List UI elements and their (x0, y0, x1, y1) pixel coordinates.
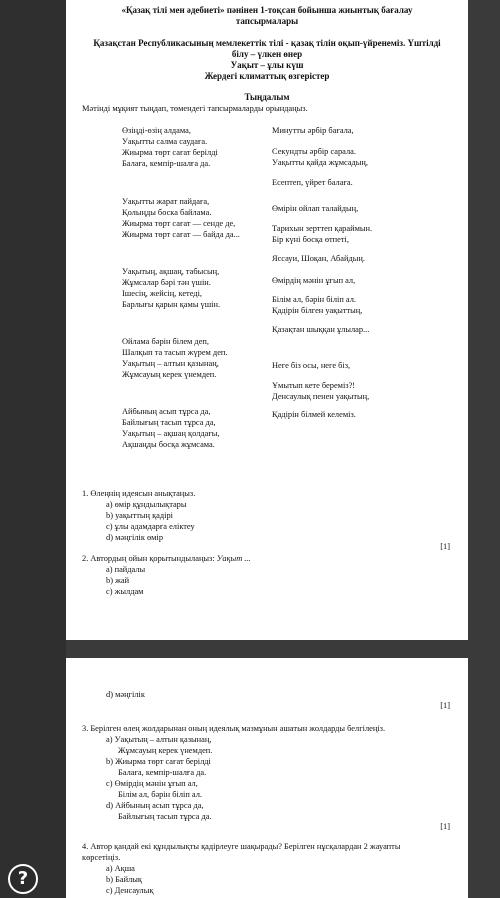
poem-line: Қадірін білмей келеміз. (272, 410, 356, 419)
poem-line: Айбының асып тұрса да, (122, 407, 211, 416)
poem-line: Өзіңді-өзің алдама, (122, 126, 191, 135)
poem-line: Шалқып та тасып жүрем деп. (122, 348, 228, 357)
points-mark: [1] (440, 822, 450, 831)
header-title-cont: тапсырмалары (235, 16, 299, 26)
poem-line: Өмірдің мәнін ұғып ал, (272, 276, 356, 285)
question-4-cont: көрсетіңіз. (82, 853, 121, 862)
poem-line: Есептеп, үйрет балаға. (272, 178, 353, 187)
answer-option: a) пайдалы (106, 565, 146, 574)
viewer-background (0, 0, 66, 898)
question-2-italic: Уақыт ... (216, 554, 251, 563)
question-2 (82, 553, 251, 564)
question-4: 4. Автор қандай екі құндылықты қадірлеуге шақырады? Берілген нұсқалардан 2 жауапты (82, 842, 401, 851)
poem-line: Яссауи, Шоқан, Абайдың. (272, 254, 365, 263)
answer-option: a) Ақша (106, 864, 135, 873)
poem-line: Жұмсауың керек үнемдеп. (122, 370, 217, 379)
poem-line: Ұмытып кете береміз?! (272, 381, 356, 390)
poem-line: Неге біз осы, неге біз, (272, 361, 351, 370)
answer-option: c) Өмірдің мәнін ұғып ал, (106, 779, 198, 788)
poem-line: Өмірін ойлап талайдың, (272, 204, 359, 213)
poem-line: Қадірін білген уақыттың, (272, 306, 363, 315)
poem-line: Балаға, кемпір-шалға да. (122, 159, 211, 168)
answer-option: c) Денсаулық (106, 886, 154, 895)
answer-option: d) Айбының асып тұрса да, (106, 801, 204, 810)
answer-option: b) Байлық (106, 875, 142, 884)
theme-2: Жердегі климаттық өзгерістер (204, 71, 330, 81)
poem-line: Жиырма төрт сағат — байда да... (122, 230, 240, 239)
poem-line: Уақытты қайда жұмсадың, (272, 158, 368, 167)
poem-line: Уақытың – алтын қазынаң, (122, 359, 219, 368)
program-title-cont: білу – үлкен өнер (231, 49, 303, 59)
instruction: Мәтінді мұқият тыңдап, төмендегі тапсырмаларды орындаңыз. (82, 104, 308, 113)
answer-option: b) Жиырма төрт сағат берілді (106, 757, 211, 766)
poem-line: Бір күні босқа өтпеті, (272, 235, 349, 244)
poem-line: Уақытты жарат пайдаға, (122, 197, 210, 206)
answer-option: a) өмір құндылықтары (106, 500, 187, 509)
poem-line: Білім ал, бәрін біліп ал. (272, 295, 356, 304)
poem-line: Барлығы қарын қамы үшін. (122, 300, 221, 309)
poem-line: Байлығың тасып тұрса да, (122, 418, 216, 427)
poem-line: Уақытты салма саудаға. (122, 137, 208, 146)
answer-option: c) ұлы адамдарға еліктеу (106, 522, 195, 531)
theme-1: Уақыт – ұлы күш (230, 60, 304, 70)
poem-line: Жиырма төрт сағат берілді (122, 148, 218, 157)
points-mark: [1] (440, 542, 450, 551)
section-title: Тыңдалым (244, 92, 290, 102)
question-1: 1. Өлеңнің идеясын анықтаңыз. (82, 489, 196, 498)
poem-line: Жиырма төрт сағат — сенде де, (122, 219, 236, 228)
answer-option-line: Білім ал, бәрін біліп ал. (118, 790, 202, 799)
points-mark: [1] (440, 701, 450, 710)
answer-option-line: Балаға, кемпір-шалға да. (118, 768, 207, 777)
question-2-text: 2. Автордың ойын қорытындылаңыз: (82, 554, 217, 563)
poem-line: Уақытың – ақшаң қолдағы, (122, 429, 220, 438)
question-3: 3. Берілген өлең жолдарынан оның идеялық мазмұнын ашатын жолдарды белгілеңіз. (82, 724, 386, 733)
answer-option: b) уақыттың қадірі (106, 511, 173, 520)
poem-line: Ішесің, жейсің, кетеді, (122, 289, 202, 298)
poem-line: Ойлама бәрін білем деп, (122, 337, 209, 346)
poem-line: Қолыңды боска байлама. (122, 208, 212, 217)
answer-option-line: Жұмсауың керек үнемдеп. (118, 746, 213, 755)
answer-option-line: Байлығың тасып тұрса да. (118, 812, 212, 821)
answer-option: a) Уақытың – алтын қазынаң, (106, 735, 212, 744)
poem-line: Тарихын зерттеп қараймын. (272, 224, 373, 233)
worksheet-page-1 (66, 0, 468, 640)
worksheet-page-2 (66, 658, 468, 898)
poem-line: Қазақтан шыққан ұлылар... (272, 325, 370, 334)
poem-line: Ақшаңды босқа жұмсама. (122, 440, 215, 449)
question-circle-icon[interactable]: ? (8, 864, 38, 894)
answer-option: c) жылдам (106, 587, 144, 596)
poem-line: Денсаулық пенен уақытың, (272, 392, 370, 401)
program-title: Қазақстан Республикасының мемлекеттік тілі - қазақ тілін оқып-үйренеміз. Үштілді (93, 38, 441, 48)
poem-line: Минутты әрбір бағала, (272, 126, 354, 135)
poem-line: Жұмсалар бәрі тән үшін. (122, 278, 211, 287)
answer-option: b) жай (106, 576, 130, 585)
answer-option: d) мәңгілік (106, 690, 145, 699)
poem-line: Уақытың, ақшаң, табысың, (122, 267, 220, 276)
answer-option: d) мәңгілік өмір (106, 533, 164, 542)
poem-line: Секундты әрбір сарала. (272, 147, 356, 156)
header-title: «Қазақ тілі мен әдебиеті» пәнінен 1-тоқсан бойынша жиынтық бағалау (121, 5, 413, 15)
